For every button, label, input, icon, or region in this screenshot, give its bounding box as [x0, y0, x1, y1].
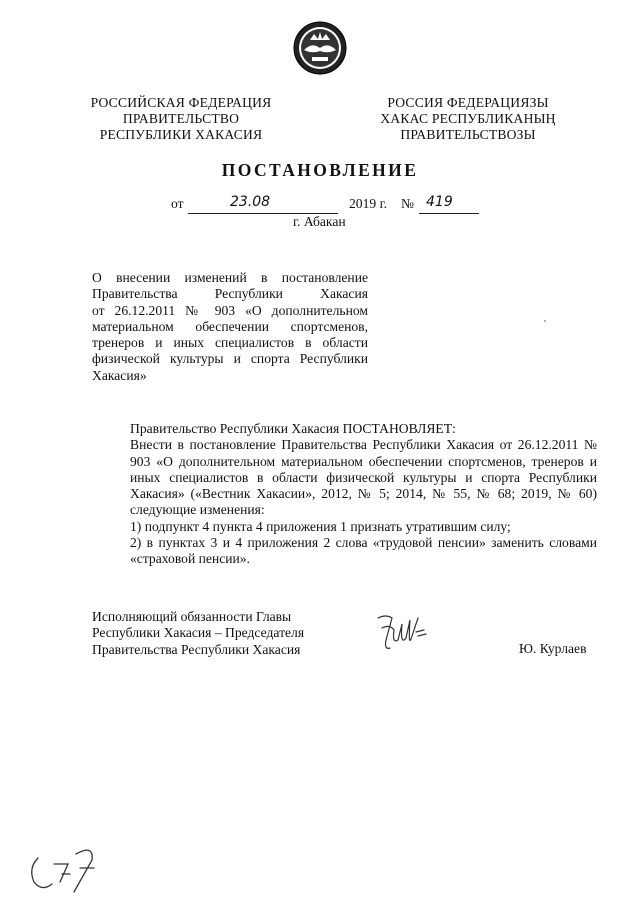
document-number: 419 [426, 194, 453, 210]
coat-of-arms-emblem [292, 20, 348, 76]
subject-line: тренеров и иных специалистов в области [92, 335, 368, 351]
document-body [92, 421, 597, 568]
signatory-title-line: Республики Хакасия – Председателя [92, 625, 305, 641]
header-right-line: ПРАВИТЕЛЬСТВОЗЫ [400, 127, 536, 142]
number-underline [419, 213, 479, 214]
header-right-line: РОССИЯ ФЕДЕРАЦИЯЗЫ [387, 95, 549, 110]
item-1: 1) подпункт 4 пункта 4 приложения 1 признать утратившим силу; [130, 518, 511, 534]
header-right-line: ХАКАС РЕСПУБЛИКАНЫҢ [380, 111, 556, 126]
subject-block [92, 270, 368, 384]
handwritten-corner-mark [24, 838, 112, 896]
date-prefix: от [171, 196, 184, 211]
subject-line: Хакасия» [92, 367, 147, 383]
subject-line: от 26.12.2011 № 903 «О дополнительном [92, 302, 368, 318]
subject-line: материальном обеспечении спортсменов, [92, 318, 368, 334]
handwritten-signature [372, 610, 432, 658]
city: г. Абакан [293, 214, 346, 229]
header-left [82, 95, 280, 143]
header-right [372, 95, 564, 143]
subject-line: Правительства Республики Хакасия [92, 286, 368, 302]
date-year: 2019 г. [349, 196, 388, 211]
document-title: ПОСТАНОВЛЕНИЕ [221, 160, 419, 180]
header-left-line: РОССИЙСКАЯ ФЕДЕРАЦИЯ [90, 95, 272, 110]
main-paragraph: Внести в постановление Правительства Республики Хакасия от 26.12.2011 № 903 «О дополнительном материальном обеспечении спортсменов, тренеров и иных специалистов в области физической культуры и спорта Республики Хакасия» («Вестник Хакасии», 2012, № 5; 2014, № 55, № 68; 2019, № 60) следующие изменения: [130, 437, 597, 518]
signatory-title-line: Правительства Республики Хакасия [92, 641, 301, 657]
subject-line: физической культуры и спорта Республики [92, 351, 368, 367]
date-value: 23.08 [230, 194, 271, 210]
signatory-title [92, 609, 304, 658]
signatory-name: Ю. Курлаев [519, 641, 587, 656]
preamble: Правительство Республики Хакасия ПОСТАНОВЛЯЕТ: [130, 421, 456, 436]
header-left-line: РЕСПУБЛИКИ ХАКАСИЯ [99, 127, 263, 142]
item-2: 2) в пунктах 3 и 4 приложения 2 слова «трудовой пенсии» заменить словами «страховой пенсии». [130, 535, 597, 567]
header-left-line: ПРАВИТЕЛЬСТВО [122, 111, 240, 126]
signatory-title-line: Исполняющий обязанности Главы [92, 609, 292, 624]
subject-line: О внесении изменений в постановление [92, 270, 368, 285]
scan-speck [544, 320, 546, 322]
number-sign: № [401, 196, 414, 211]
